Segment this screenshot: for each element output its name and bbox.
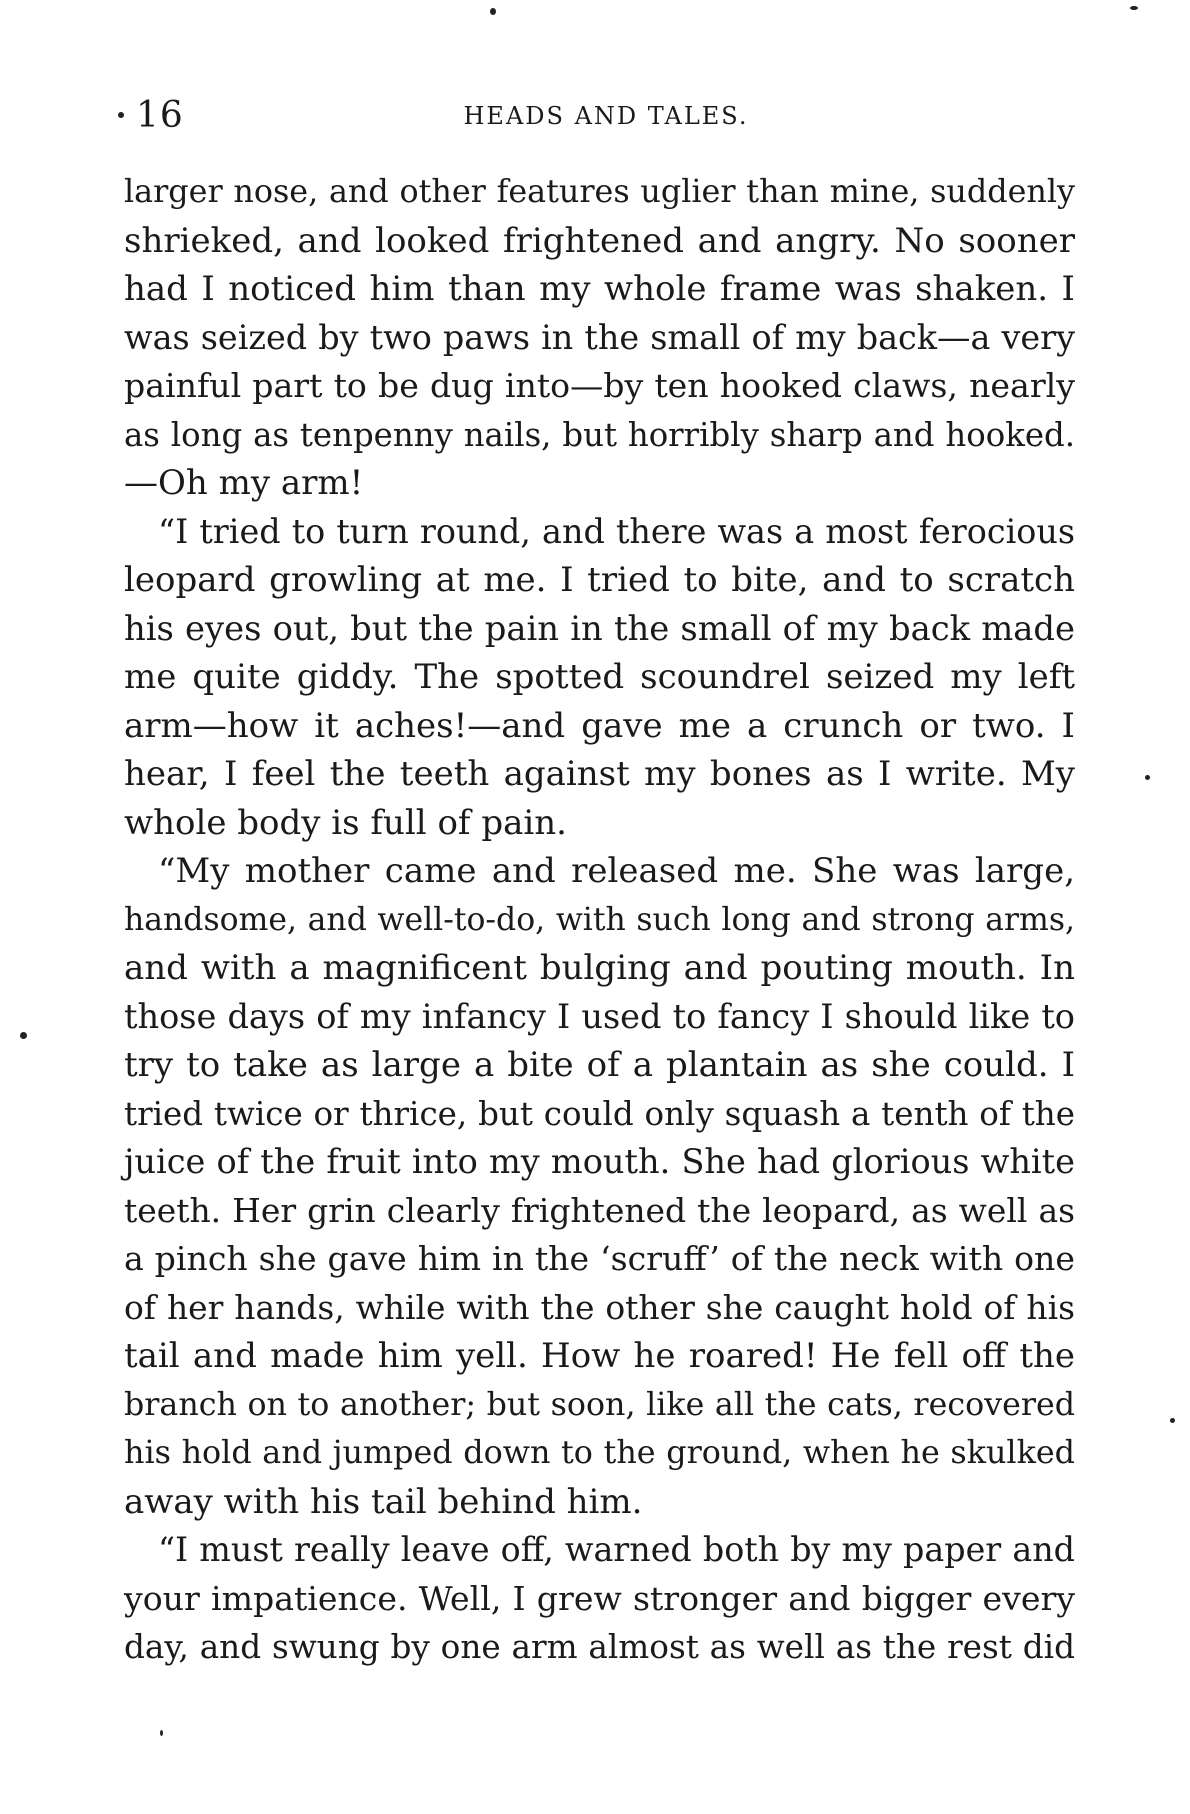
text-line: day, and swung by one arm almost as well as the rest did [124,1628,1075,1666]
scan-speck [1130,6,1138,10]
text-line: leopard growling at me. I tried to bite, and to scratch [124,560,1075,600]
body-text [124,168,1075,1672]
text-line: those days of my infancy I used to fancy I should like to [124,996,1075,1036]
scan-speck [160,1730,163,1736]
text-line: away with his tail behind him. [124,1481,643,1522]
page-number: 16 [136,95,184,136]
text-line: arm—how it aches!—and gave me a crunch or two. I [124,705,1075,746]
text-line: his eyes out, but the pain in the small of my back made [124,608,1075,648]
text-line: his hold and jumped down to the ground, when he skulked [124,1434,1075,1471]
scan-speck [1170,1418,1175,1423]
scan-speck [20,1032,27,1039]
text-line: try to take as large a bite of a plantain as she could. I [124,1045,1075,1085]
text-line: “I tried to turn round, and there was a most ferocious [158,511,1075,551]
text-line: tail and made him yell. How he roared! He fell off the [124,1336,1075,1376]
text-line: your impatience. Well, I grew stronger and bigger every [124,1578,1075,1618]
text-line: “My mother came and released me. She was large, [158,851,1075,891]
text-line: tried twice or thrice, but could only squash a tenth of the [124,1094,1075,1133]
text-line: painful part to be dug into—by ten hooked claws, nearly [124,366,1075,405]
text-line: “I must really leave off, warned both by my paper and [158,1530,1075,1569]
text-line: handsome, and well-to-do, with such long and strong arms, [124,901,1075,938]
text-line: whole body is full of pain. [124,802,567,843]
text-line: branch on to another; but soon, like all the cats, recovered [124,1386,1075,1423]
text-line: as long as tenpenny nails, but horribly sharp and hooked. [124,415,1075,454]
text-line: —Oh my arm! [124,463,364,503]
text-line: shrieked, and looked frightened and angry. No sooner [124,220,1075,261]
text-line: me quite giddy. The spotted scoundrel seized my left [124,657,1075,697]
scan-speck [118,112,124,118]
text-line: was seized by two paws in the small of my back—a very [124,317,1075,357]
text-line: juice of the fruit into my mouth. She had glorious white [124,1142,1075,1181]
text-line: of her hands, while with the other she caught hold of his [124,1287,1075,1327]
text-line: teeth. Her grin clearly frightened the leopard, as well as [124,1190,1075,1230]
scan-speck [1145,775,1150,780]
text-line: hear, I feel the teeth against my bones as I write. My [124,754,1075,794]
text-line: a pinch she gave him in the ‘scruff’ of the neck with one [124,1239,1075,1278]
page-header [136,96,1076,136]
text-line: had I noticed him than my whole frame was shaken. I [124,269,1075,309]
running-title: HEADS AND TALES. [463,102,749,130]
text-line: larger nose, and other features uglier than mine, suddenly [124,173,1075,210]
scan-speck [490,8,496,15]
text-line: and with a magnificent bulging and pouting mouth. In [124,948,1075,988]
